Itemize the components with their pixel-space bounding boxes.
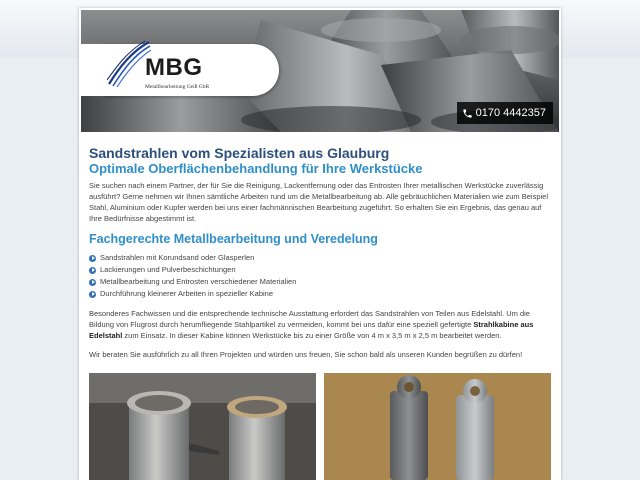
- phone-number[interactable]: 0170 4442357: [475, 107, 546, 119]
- section-heading: Fachgerechte Metallbearbeitung und Veredelung: [89, 232, 378, 246]
- arrow-circle-right-icon: [89, 255, 96, 262]
- service-label: Sandstrahlen mit Korundsand oder Glasperlen: [100, 253, 255, 262]
- service-list-item: [89, 252, 551, 264]
- phone-box[interactable]: [457, 102, 553, 124]
- service-label: Lackierungen und Pulverbeschichtungen: [100, 265, 236, 274]
- page-container: [79, 8, 561, 480]
- intro-paragraph: Sie suchen nach einem Partner, der für Sie die Reinigung, Lackentfernung oder das Entrosten Ihrer metallischen Werkstücke zuverlässig ausführt? Gerne nehmen wir Ihnen sämtliche Arbeiten rund um die Metallbearbeitung ab. Alle gebräuchlichen Materialien wie zum Beispiel Stahl, Aluminium oder Kupfer werden bei uns einer fachmännischen Bearbeitung zugeführt. So erhalten Sie ein Ergebnis, das genau auf Ihre Bedürfnisse abgestimmt ist.: [89, 181, 549, 223]
- service-list-item: [89, 264, 551, 276]
- phone-icon: [462, 108, 473, 119]
- service-list: [89, 252, 551, 300]
- logo-name: MBG: [145, 54, 203, 81]
- photo-sandblasted-parts: [89, 373, 316, 480]
- stainless-paragraph: [89, 308, 551, 341]
- service-label: Metallbearbeitung und Entrosten verschiedener Materialien: [100, 277, 297, 286]
- page-subtitle: Optimale Oberflächenbehandlung für Ihre Werkstücke: [89, 161, 423, 176]
- photo-sandblasted-tubes: [324, 373, 551, 480]
- arrow-circle-right-icon: [89, 267, 96, 274]
- arrow-circle-right-icon: [89, 279, 96, 286]
- service-label: Durchführung kleinerer Arbeiten in spezieller Kabine: [100, 289, 274, 298]
- header-banner: [81, 10, 559, 132]
- logo[interactable]: [103, 44, 279, 96]
- page-title: Sandstrahlen vom Spezialisten aus Glauburg: [89, 145, 390, 161]
- photo-right-illustration: [324, 373, 551, 480]
- main-content: [89, 145, 551, 360]
- photo-left-illustration: [89, 373, 316, 480]
- service-list-item: [89, 276, 551, 288]
- service-list-item: [89, 288, 551, 300]
- stainless-text-2: zum Einsatz. In dieser Kabine können Werkstücke bis zu einer Größe von 4 m x 3,5 m x 2,5 m bearbeitet werden.: [122, 331, 502, 340]
- logo-tagline: Metallbearbeitung Geiß GbR: [145, 84, 210, 90]
- stainless-highlight: Strahlkabine aus Edelstahl: [89, 320, 534, 340]
- arrow-circle-right-icon: [89, 291, 96, 298]
- stainless-text-1: Besonderes Fachwissen und die entsprechende technische Ausstattung erfordert das Sandstrahlen von Teilen aus Edelstahl. Um die Bildung von Flugrost durch herumfliegende Stahlpartikel zu vermeiden, kommt bei uns dafür eine speziell gefertigte: [89, 309, 530, 329]
- closing-paragraph: Wir beraten Sie ausführlich zu all Ihren Projekten und würden uns freuen, Sie schon bald als unseren Kunden begrüßen zu dürfen!: [89, 350, 523, 359]
